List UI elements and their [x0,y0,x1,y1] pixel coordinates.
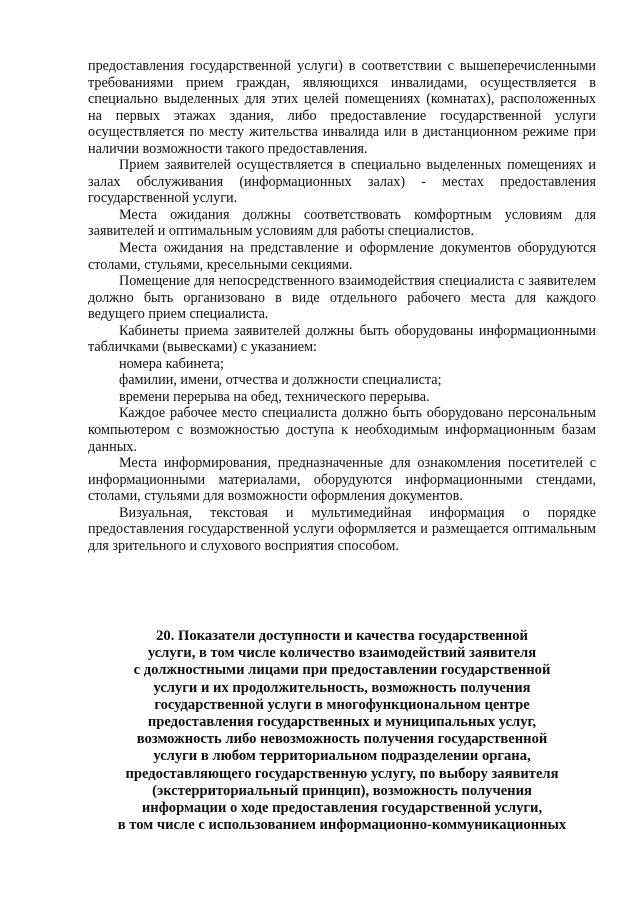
paragraph-information-places: Места информирования, предназначенные для ознакомления посетителей с информационными материалами, оборудуются информационными стендами, столами, стульями для возможности оформления документов. [88,455,596,505]
heading-line: 20. Показатели доступности и качества государственной [156,628,528,644]
paragraph-waiting-equipment: Места ожидания на представление и оформление документов оборудуются столами, стульями, кресельными секциями. [88,240,596,273]
heading-line: услуги, в том числе количество взаимодействий заявителя [147,645,537,662]
heading-line: предоставления государственных и муниципальных услуг, [147,714,537,731]
heading-line: предоставляющего государственную услугу, по выбору заявителя [125,765,559,782]
paragraph-visual-information: Визуальная, текстовая и мультимедийная информация о порядке предоставления государственной услуги оформляется и размещается оптимальным для зрительного и слухового восприятия способом. [88,504,596,554]
paragraph-reception: Прием заявителей осуществляется в специально выделенных помещениях и залах обслуживания (информационных залах) - местах предоставления государственной услуги. [88,157,596,207]
heading-line: (экстерриториальный принцип), возможность получения [152,782,532,799]
document-body [88,58,596,554]
list-item: времени перерыва на обед, технического перерыва. [119,388,430,405]
list-item: фамилии, имени, отчества и должности специалиста; [119,372,442,389]
heading-line: в том числе с использованием информационно-коммуникационных [117,817,567,834]
heading-line: услуги в любом территориальном подразделении органа, [153,748,531,765]
paragraph-interaction-room: Помещение для непосредственного взаимодействия специалиста с заявителем должно быть организовано в виде отдельного рабочего места для каждого ведущего прием специалиста. [88,273,596,323]
paragraph-waiting-places: Места ожидания должны соответствовать комфортным условиям для заявителей и оптимальным условиям для работы специалистов. [88,206,596,240]
section-heading [88,628,596,834]
paragraph-continuation: предоставления государственной услуги) в соответствии с вышеперечисленными требованиями прием граждан, являющихся инвалидами, осуществляется в специально выделенных для этих целей помещениях (комнатах), расположенных на первых этажах здания, либо предоставление государственной услуги осуществляется по месту жительства инвалида или в дистанционном режиме при наличии возможности такого предоставления. [88,58,596,157]
heading-line: информации о ходе предоставления государственной услуги, [141,800,543,817]
paragraph-workplace: Каждое рабочее место специалиста должно быть оборудовано персональным компьютером с возможностью доступа к необходимым информационным базам данных. [88,405,596,455]
paragraph-cabinets: Кабинеты приема заявителей должны быть оборудованы информационными табличками (вывесками) с указанием: [88,322,596,356]
heading-line: возможность либо невозможность получения государственной [136,731,548,748]
heading-line: услуги и их продолжительность, возможность получения [153,679,531,696]
list-item: номера кабинета; [119,355,224,372]
heading-line: с должностными лицами при предоставлении государственной [133,662,551,679]
heading-line: государственной услуги в многофункциональном центре [154,696,530,713]
